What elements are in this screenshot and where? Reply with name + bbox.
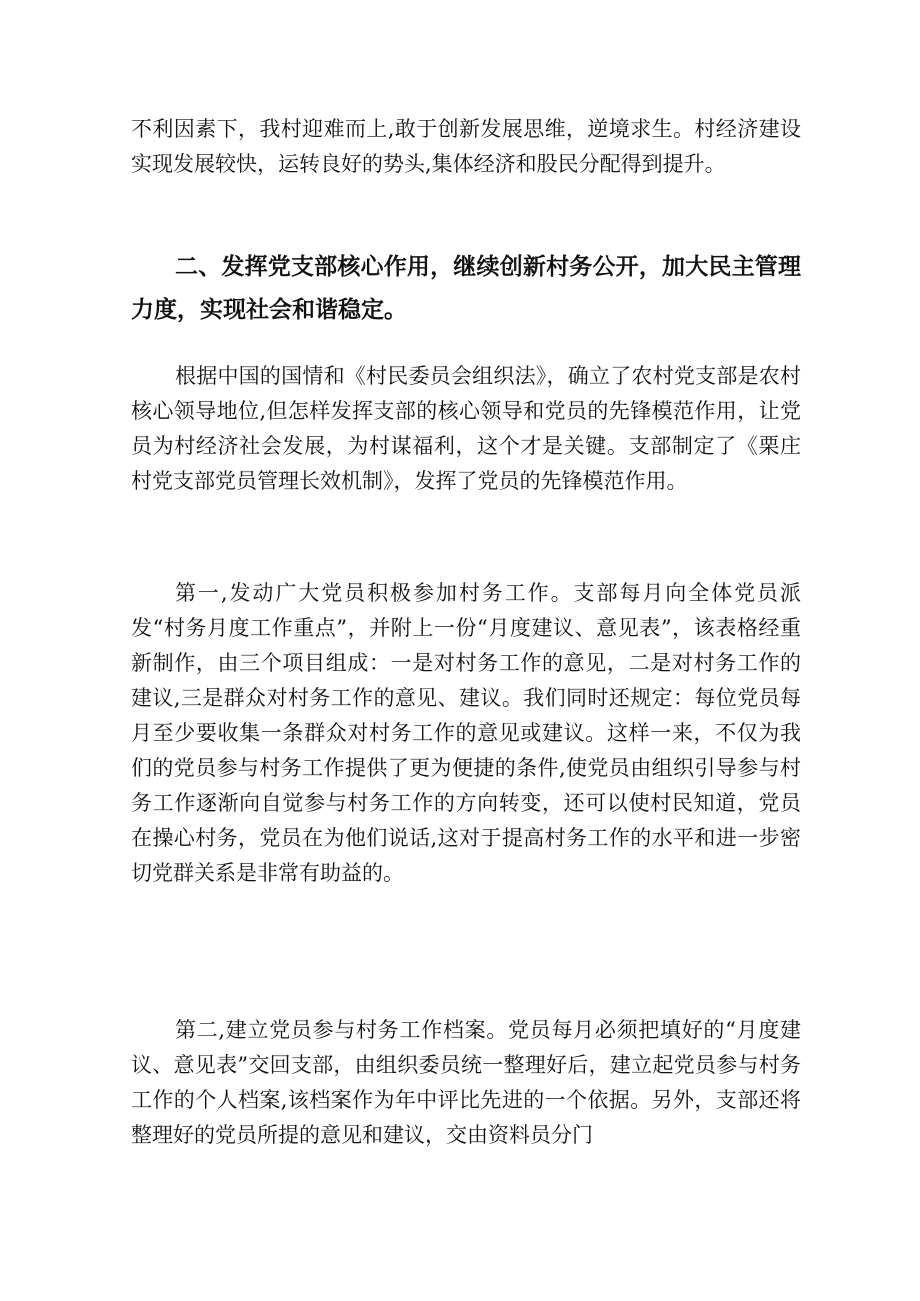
paragraph-text: 不利因素下，我村迎难而上,敢于创新发展思维，逆境求生。村经济建设实现发展较快，运转良好的势头,集体经济和股民分配得到提升。 <box>131 117 801 176</box>
paragraph-continuation <box>131 112 801 182</box>
paragraph-text: 根据中国的国情和《村民委员会组织法》，确立了农村党支部是农村核心领导地位,但怎样发挥支部的核心领导和党员的先锋模范作用，让党员为村经济社会发展，为村谋福利，这个才是关键。支部制定了《栗庄村党支部党员管理长效机制》，发挥了党员的先锋模范作用。 <box>131 364 801 493</box>
section-heading-text: 二、发挥党支部核心作用，继续创新村务公开，加大民主管理力度，实现社会和谐稳定。 <box>131 254 801 323</box>
paragraph-intro <box>131 359 801 499</box>
paragraph-text: 第二,建立党员参与村务工作档案。党员每月必须把填好的“月度建议、意见表”交回支部，由组织委员统一整理好后，建立起党员参与村务工作的个人档案,该档案作为年中评比先进的一个依据。另外，支部还将整理好的党员所提的意见和建议，交由资料员分门 <box>131 1018 801 1147</box>
paragraph-second <box>131 1013 801 1153</box>
paragraph-text: 第一,发动广大党员积极参加村务工作。支部每月向全体党员派发“村务月度工作重点”，并附上一份“月度建议、意见表”，该表格经重新制作，由三个项目组成：一是对村务工作的意见，二是对村务工作的建议,三是群众对村务工作的意见、建议。我们同时还规定：每位党员每月至少要收集一条群众对村务工作的意见或建议。这样一来，不仅为我们的党员参与村务工作提供了更为便捷的条件,使党员由组织引导参与村务工作逐渐向自觉参与村务工作的方向转变，还可以使村民知道，党员在操心村务，党员在为他们说话,这对于提高村务工作的水平和进一步密切党群关系是非常有助益的。 <box>131 581 801 885</box>
section-heading <box>131 246 801 332</box>
paragraph-first <box>131 576 801 891</box>
